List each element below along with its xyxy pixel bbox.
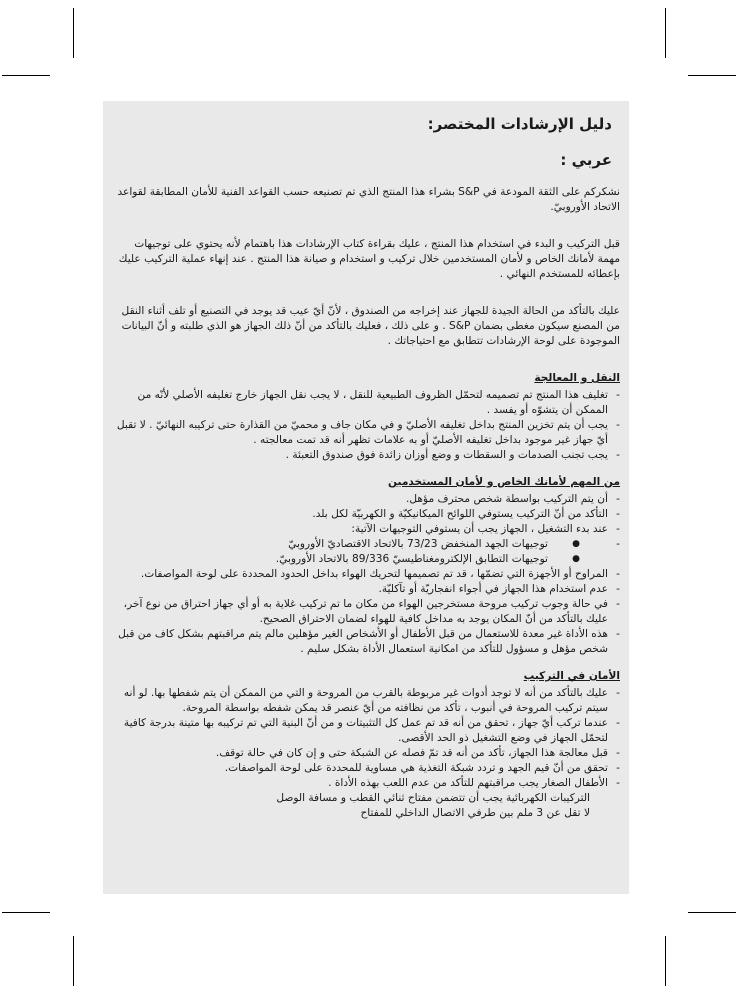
list-item: - هذه الأداة غير معدة للاستعمال من قبل الأطفال أو الأشخاص الغير مؤهلين مالم يتم مراقبتهم بشكل كاف من قبل شخص مؤهل و مسؤول للتأكد من امكانية استعمال الأداة بشكل سليم . xyxy=(112,627,620,657)
crop-mark-bottom-right-vertical xyxy=(665,936,666,986)
section-heading-safety: من المهم لأمانك الخاص و لأمان المستخدمين xyxy=(387,476,620,488)
continuation-line: لا تقل عن 3 ملم بين طرفي الاتصال الداخلي للمفتاح xyxy=(360,807,590,819)
continuation-line: التركيبات الكهربائية يجب أن تتضمن مفتاح ثنائي القطب و مسافة الوصل xyxy=(276,792,590,804)
section-heading-installation: الأمان في التركيب xyxy=(523,670,620,682)
directives-list xyxy=(112,537,620,567)
list-item: - في حالة وجوب تركيب مروحة مستخرجين الهواء من مكان ما تم تركيب غلاية به أو أي جهاز احتراق من نوع آخر، عليك بالتأكد من أنّ المكان يوجد به مداخل كافية للهواء لضمان الاحتراق الصحيح. xyxy=(112,597,620,627)
intro-paragraph: نشكركم على الثقة المودعة في S&P بشراء هذا المنتج الذي تم تصنيعه حسب القواعد الفنية للأمان المطابقة لقواعد الاتحاد الأوروبيّ. xyxy=(117,186,620,213)
crop-mark-top-left-vertical xyxy=(73,8,74,58)
crop-mark-top-right-vertical xyxy=(665,8,666,58)
crop-mark-top-left-horizontal xyxy=(2,75,50,76)
section-heading-transport: النقل و المعالجة xyxy=(534,372,620,384)
crop-mark-bottom-left-horizontal xyxy=(2,912,50,913)
document-title: دليل الإرشادات المختصر: xyxy=(427,115,612,133)
crop-mark-top-right-horizontal xyxy=(688,75,736,76)
list-item: - التأكد من أنّ التركيب يستوفي اللوائح الميكانيكيّة و الكهربيّة لكل بلد. xyxy=(112,507,620,522)
list-item: - عدم استخدام هذا الجهاز في أجواء انفجاريّة أو تآكليّة. xyxy=(112,582,620,597)
list-item: - أن يتم التركيب بواسطة شخص محترف مؤهل. xyxy=(112,492,620,507)
language-heading: عربي : xyxy=(560,151,612,169)
list-item: - قبل معالجة هذا الجهاز، تأكد من أنه قد تمّ فصله عن الشبكة حتى و إن كان في حالة توقف. xyxy=(112,746,620,761)
list-item: - تحقق من أنّ قيم الجهد و تردد شبكة التغذية هي مساوية للمحددة على لوحة المواصفات. xyxy=(112,761,620,776)
safety-list xyxy=(112,492,620,657)
list-item: - تغليف هذا المنتج تم تصميمه لتحمّل الظروف الطبيعية للنقل ، لا يجب نقل الجهاز خارج تغليفه الأصلي لأنّه من الممكن أن يتشوّه أو يفسد . xyxy=(112,388,620,418)
installation-list xyxy=(112,686,620,791)
bullet-group xyxy=(112,537,620,567)
crop-mark-bottom-right-horizontal xyxy=(688,912,736,913)
crop-mark-bottom-left-vertical xyxy=(73,936,74,986)
list-item: - المراوح أو الأجهزة التي تضمّها ، قد تم تصميمها لتحريك الهواء بداخل الحدود المحددة على لوحة المواصفات. xyxy=(112,567,620,582)
list-item: - يجب أن يتم تخزين المنتج بداخل تغليفه الأصليّ و في مكان جاف و محميّ من القذارة حتى تركيبه النهائيّ . لا تقبل أيّ جهاز غير موجود بداخل تغليفه الأصليّ أو به علامات تظهر أنه قد تمت معالجته . xyxy=(112,418,620,448)
list-item: ● توجيهات التطابق الإلكترومغناطيسيّ 89/336 بالاتحاد الأوروبيّ. xyxy=(112,552,580,567)
list-item: - يجب تجنب الصدمات و السقطات و وضع أوزان زائدة فوق صندوق التعبئة . xyxy=(112,448,620,463)
list-item: - عليك بالتأكد من أنه لا توجد أدوات غير مربوطة بالقرب من المروحة و التي من الممكن أن يتم شفطها بها. لو أنه سيتم تركيب المروحة في أنبوب ، تأكد من نظافته من أيّ عنصر قد يمكن شفطه بواسطة المروحة. xyxy=(112,686,620,716)
list-item: - عند بدء التشغيل ، الجهاز يجب أن يستوفي التوجيهات الآتية: xyxy=(112,522,620,537)
warranty-paragraph: عليك بالتأكد من الحالة الجيدة للجهاز عند إخراجه من الصندوق ، لأنّ أيّ عيب قد يوجد في التصنيع أو تلف أثناء النقل من المصنع سيكون مغطى بضمان S&P . و على ذلك ، فعليك بالتأكد من أنّ ذلك الجهاز هو الذي طلبته و أنّ البيانات الموجودة على لوحة الإرشادات تتطابق مع احتياجاتك . xyxy=(121,305,620,347)
list-item: - الأطفال الصغار يجب مراقبتهم للتأكد من عدم اللعب بهذه الأداة . xyxy=(112,776,620,791)
list-item: ● - توجيهات الجهد المنخفض 73/23 بالاتحاد الاقتصاديّ الأوروبيّ xyxy=(112,537,580,552)
instructions-paragraph: قبل التركيب و البدء في استخدام هذا المنتج ، عليك بقراءة كتاب الإرشادات هذا باهتمام لأنه يحتوي على توجيهات مهمة لأمانك الخاص و لأمان المستخدمين خلال تركيب و استخدام و صيانة هذا المنتج . عند إنهاء عملية التركيب عليك بإعطائه للمستخدم النهائي . xyxy=(118,238,620,280)
transport-list xyxy=(112,388,620,463)
list-item: - عندما تركب أيّ جهاز ، تحقق من أنه قد تم عمل كل التثبيتات و من أنّ البنية التي تم تركيبه بها متينة بدرجة كافية لتحمّل الجهاز في وضع التشغيل ذو الحد الأقصى. xyxy=(112,716,620,746)
document-body xyxy=(112,114,620,821)
